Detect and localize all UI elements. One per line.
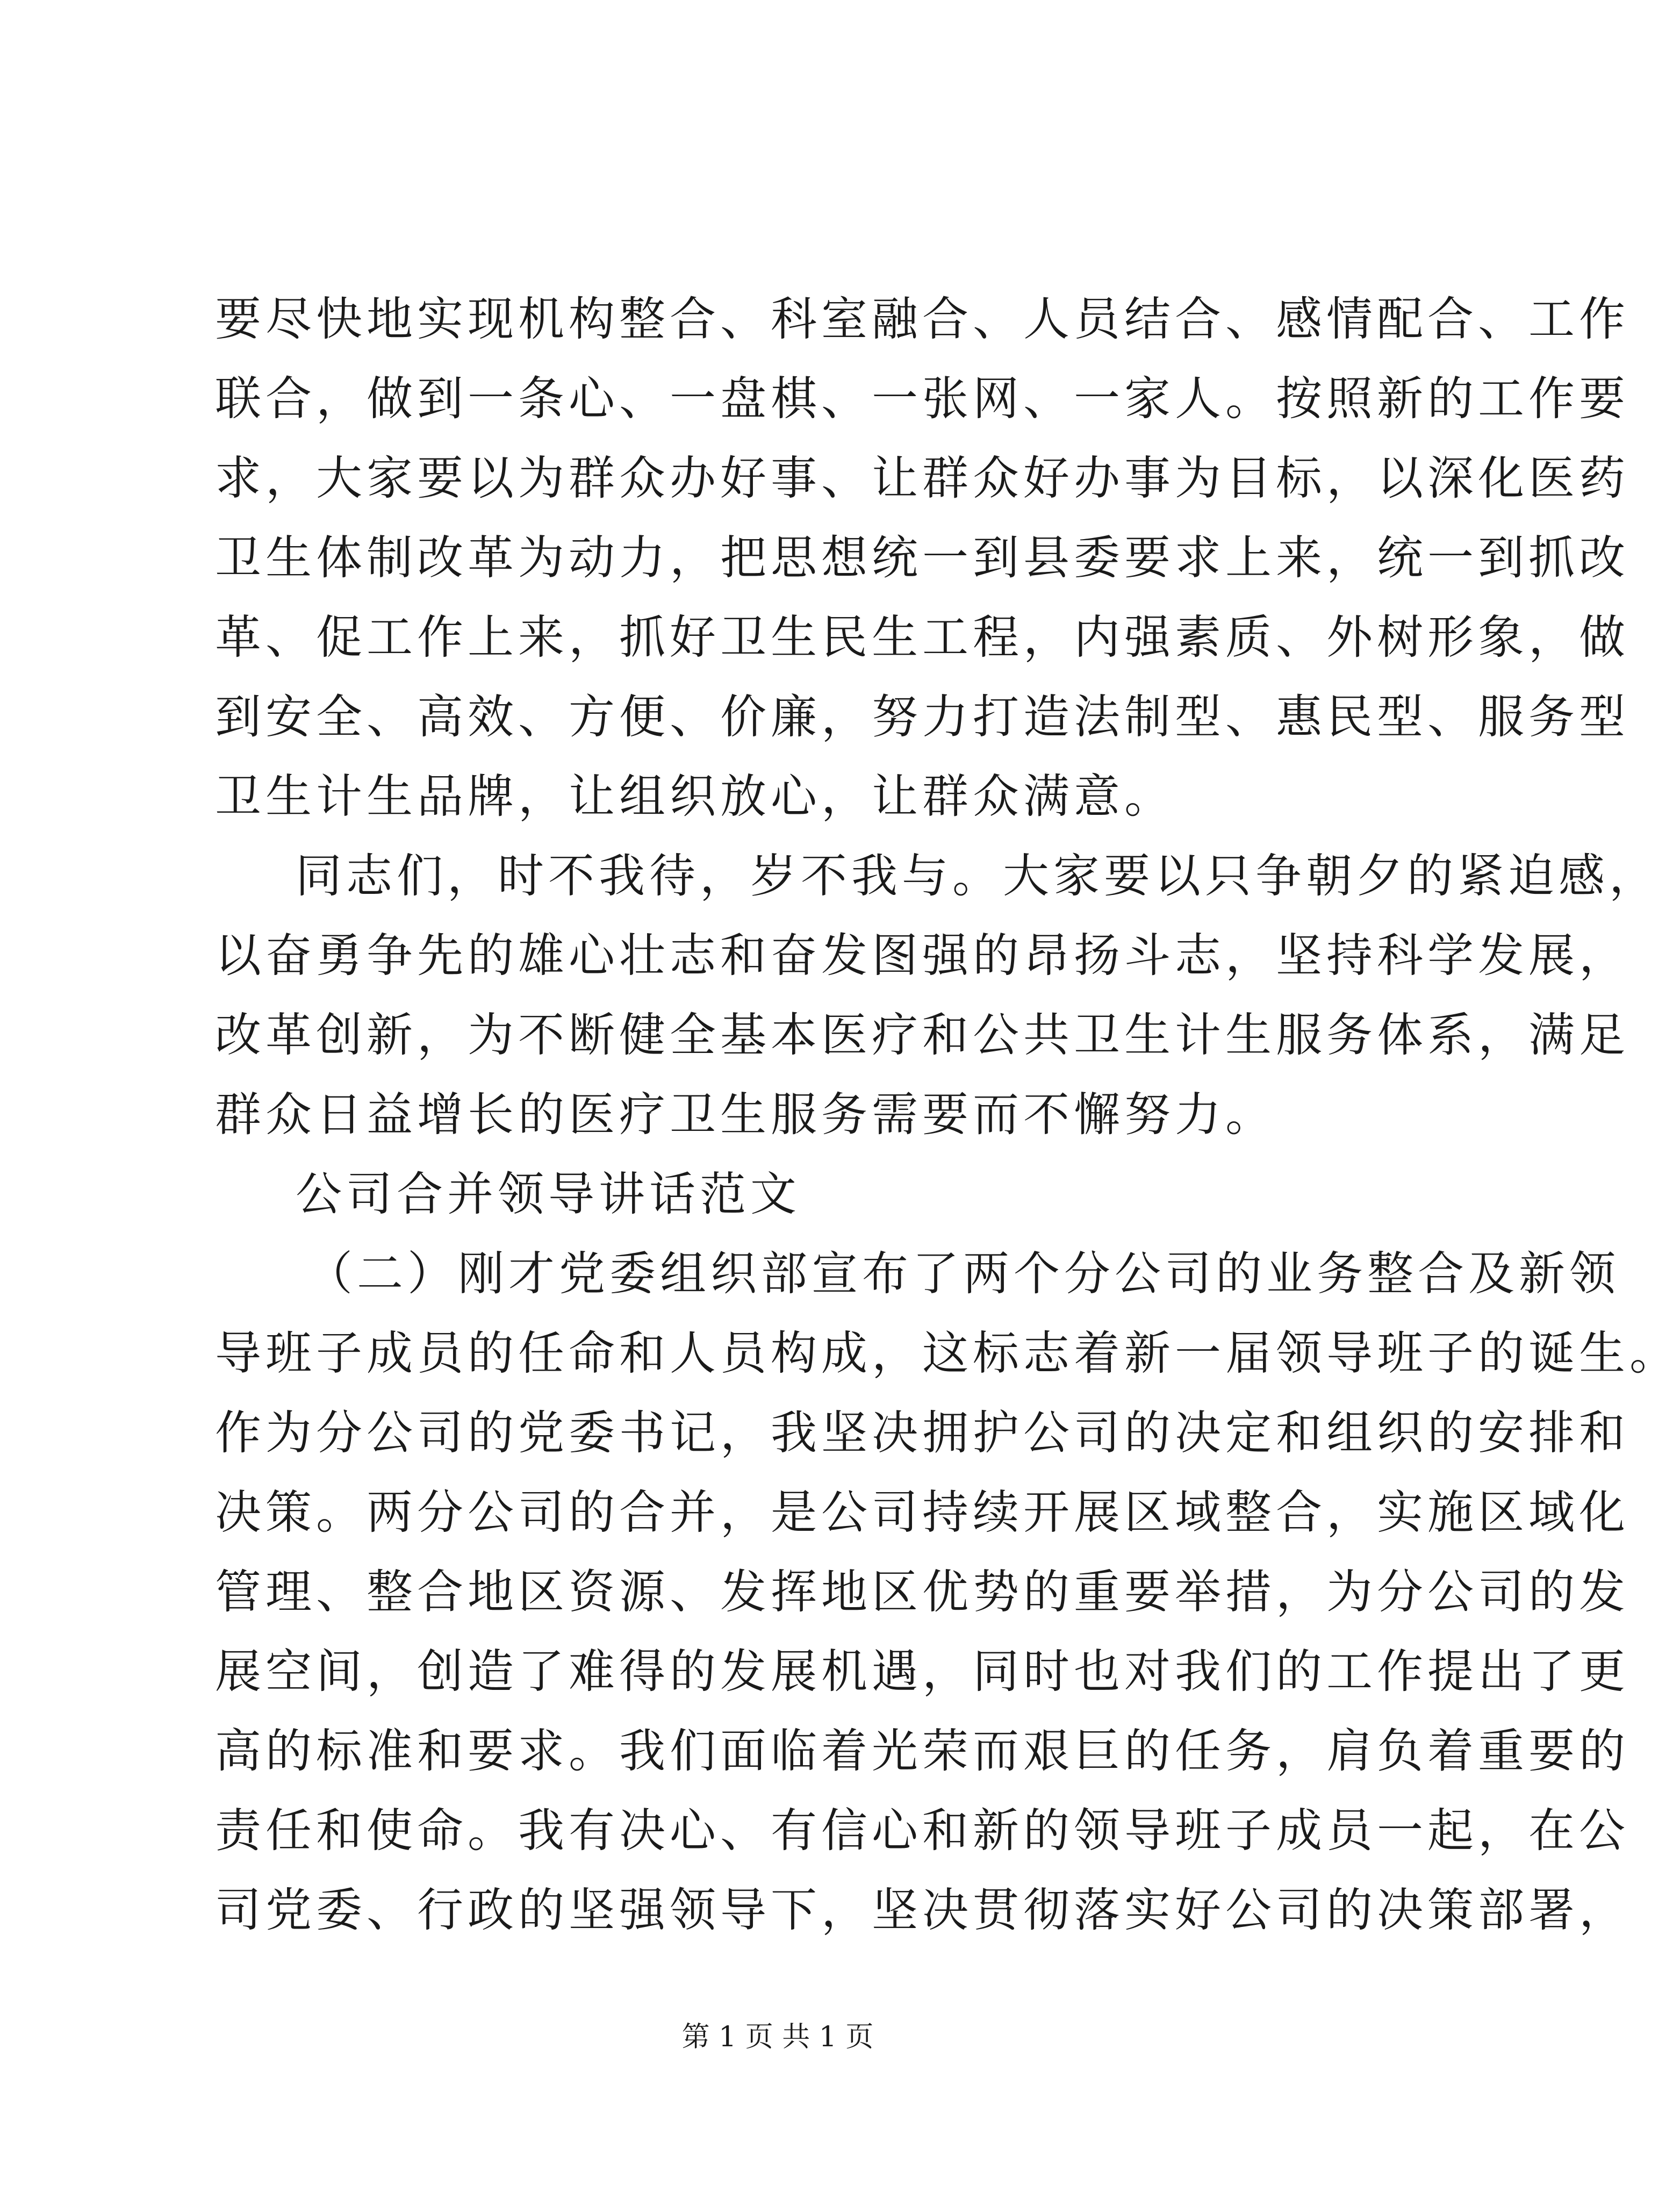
- document-body: [215, 280, 1680, 1950]
- paragraph-3-line-6: 展空间，创造了难得的发展机遇，同时也对我们的工作提出了更: [215, 1645, 1629, 1699]
- paragraph-2-line-4: 群众日益增长的医疗卫生服务需要而不懈努力。: [215, 1088, 1276, 1142]
- section-title: 公司合并领导讲话范文: [296, 1167, 801, 1221]
- paragraph-3-line-8: 责任和使命。我有决心、有信心和新的领导班子成员一起，在公: [215, 1804, 1629, 1858]
- paragraph-3-line-1: （二）刚才党委组织部宣布了两个分公司的业务整合及新领: [306, 1247, 1620, 1301]
- page-footer: [0, 2018, 1555, 2056]
- paragraph-3-line-7: 高的标准和要求。我们面临着光荣而艰巨的任务，肩负着重要的: [215, 1724, 1629, 1778]
- paragraph-2-line-3: 改革创新，为不断健全基本医疗和公共卫生计生服务体系，满足: [215, 1008, 1629, 1062]
- paragraph-3-line-4: 决策。两分公司的合并，是公司持续开展区域整合，实施区域化: [215, 1486, 1629, 1539]
- paragraph-3-line-9: 司党委、行政的坚强领导下，坚决贯彻落实好公司的决策部署，: [215, 1883, 1629, 1937]
- paragraph-2-line-1: 同志们，时不我待，岁不我与。大家要以只争朝夕的紧迫感，: [296, 849, 1660, 903]
- paragraph-1-line-5: 革、促工作上来，抓好卫生民生工程，内强素质、外树形象，做: [215, 611, 1629, 664]
- paragraph-3-line-3: 作为分公司的党委书记，我坚决拥护公司的决定和组织的安排和: [215, 1406, 1629, 1460]
- paragraph-1-line-2: 联合，做到一条心、一盘棋、一张网、一家人。按照新的工作要: [215, 372, 1629, 426]
- paragraph-1-line-1: 要尽快地实现机构整合、科室融合、人员结合、感情配合、工作: [215, 292, 1629, 346]
- page-number-label: 第 1 页 共 1 页: [681, 2021, 874, 2053]
- paragraph-1-line-4: 卫生体制改革为动力，把思想统一到县委要求上来，统一到抓改: [215, 531, 1629, 585]
- paragraph-1-line-6: 到安全、高效、方便、价廉，努力打造法制型、惠民型、服务型: [215, 690, 1629, 744]
- paragraph-2-line-2: 以奋勇争先的雄心壮志和奋发图强的昂扬斗志，坚持科学发展，: [215, 929, 1629, 983]
- paragraph-1-line-7: 卫生计生品牌，让组织放心，让群众满意。: [215, 770, 1175, 823]
- paragraph-3-line-5: 管理、整合地区资源、发挥地区优势的重要举措，为分公司的发: [215, 1565, 1629, 1619]
- paragraph-1-line-3: 求，大家要以为群众办好事、让群众好办事为目标，以深化医药: [215, 452, 1629, 505]
- paragraph-3-line-2: 导班子成员的任命和人员构成，这标志着新一届领导班子的诞生。: [215, 1327, 1680, 1380]
